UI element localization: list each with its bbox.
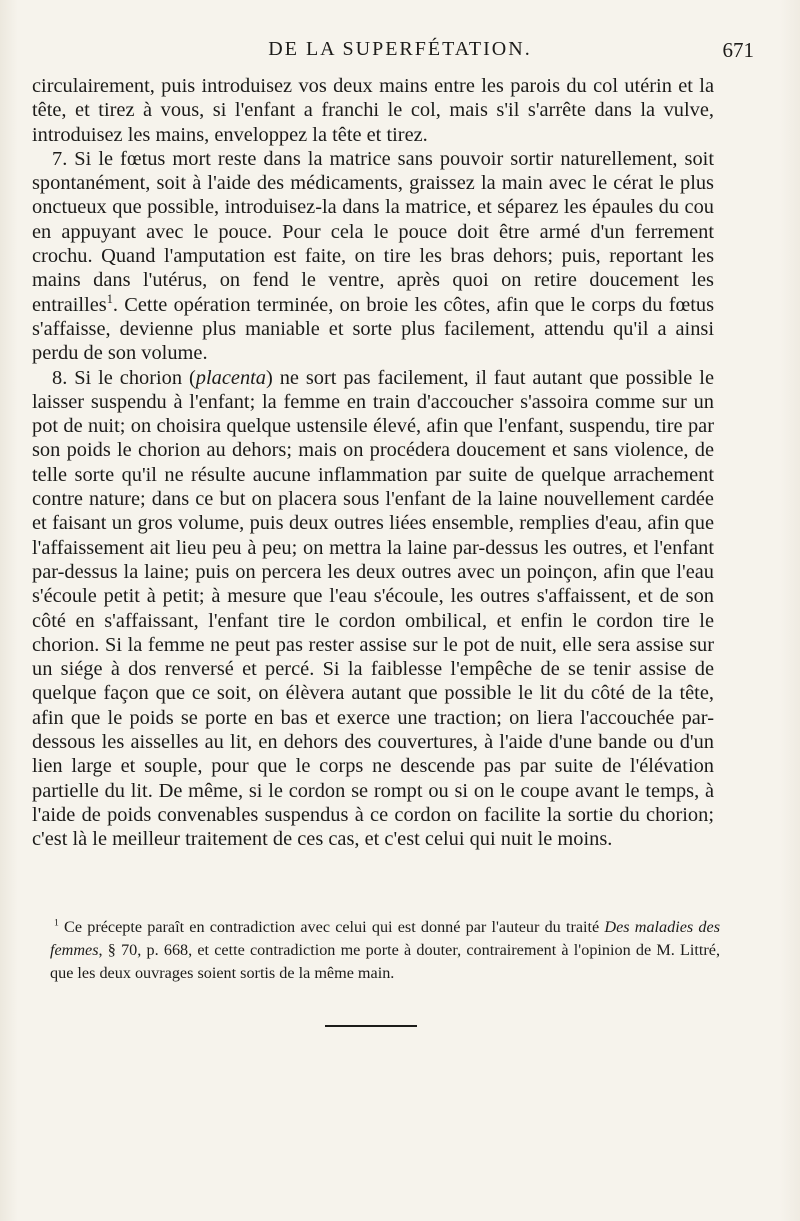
running-title: DE LA SUPERFÉTATION. [268,38,532,60]
paragraph-text: 8. Si le chorion ( [52,366,196,389]
paragraph-text: 7. Si le fœtus mort reste dans la matrice sans pouvoir sortir naturellement, soit spontanément, soit à l'aide des médicaments, graissez la main avec le cérat le plus onctueux que possible, introduisez-la dans la matrice, et séparez les épaules du cou en appuyant avec le pouce. Pour cela le pouce doit être armé d'un ferrement crochu. Quand l'amputation est faite, on tire les bras dehors; puis, reportant les mains dans l'utérus, on fend le ventre, après quoi on retire doucement les entrailles [32,147,714,316]
page-number: 671 [722,38,754,62]
italic-term: placenta [195,366,266,389]
body-text [32,74,714,852]
running-head [36,38,764,66]
footnote-marker: 1 [54,917,59,929]
footnote-italic-title: Des maladies des femmes [50,918,720,959]
paragraph-text: circulairement, puis introduisez vos deux mains entre les parois du col utérin et la tête, et tirez à vous, si l'enfant a franchi le col, mais s'il s'arrête dans la vulve, introduisez les mains, enveloppez la tête et tirez. [32,75,714,146]
paragraph-8 [32,366,714,852]
footnote [50,916,720,985]
footnote-text: , § 70, p. 668, et cette contradiction me porte à douter, contrairement à l'opinion de M. Littré, que les deux ouvrages soient sortis de la même main. [50,941,720,982]
footnote-reference: 1 [106,291,113,306]
end-rule [325,1025,417,1027]
footnote-text: Ce précepte paraît en contradiction avec celui qui est donné par l'auteur du traité [58,918,605,936]
paragraph-continuation [32,74,714,147]
paragraph-7 [32,147,714,366]
paragraph-text: . Cette opération terminée, on broie les côtes, afin que le corps du fœtus s'affaisse, devienne plus maniable et sorte plus facilement, attendu qu'il a ainsi perdu de son volume. [32,293,714,365]
paragraph-text: ) ne sort pas facilement, il faut autant que possible le laisser suspendu à l'enfant; la femme en train d'accoucher s'assoira comme sur un pot de nuit; on choisira quelque ustensile élevé, afin que l'enfant, suspendu, tire par son poids le chorion au dehors; mais on procédera doucement et sans violence, de telle sorte qu'il ne résulte aucune inflammation par suite de quelque arrachement contre nature; dans ce but on placera sous l'enfant de la laine nouvellement cardée et faisant un gros volume, puis deux outres liées ensemble, remplies d'eau, afin que l'affaissement ait lieu peu à peu; on mettra la laine par-dessus les outres, et l'enfant par-dessus la laine; puis on percera les deux outres avec un poinçon, afin que l'eau s'écoule petit à petit; à mesure que l'eau s'écoule, les outres s'affaissent, et de son côté en s'affaissant, l'enfant tire le cordon ombilical, et enfin le cordon tire le chorion. Si la femme ne peut pas rester assise sur le pot de nuit, elle sera assise sur un siége à dos renversé et percé. Si la faiblesse l'empêche de se tenir assise de quelque façon que ce soit, on élèvera autant que possible le lit du côté de la tête, afin que le poids se porte en bas et exerce une traction; on liera l'accouchée par-dessous les aisselles au lit, en dehors des couvertures, à l'aide d'une bande ou d'un lien large et souple, pour que le corps ne descende pas par suite de l'élévation partielle du lit. De même, si le cordon se rompt ou si on le coupe avant le temps, à l'aide de poids convenables suspendus à ce cordon on facilite la sortie du chorion; c'est là le meilleur traitement de ces cas, et c'est celui qui nuit le moins. [32,366,714,851]
